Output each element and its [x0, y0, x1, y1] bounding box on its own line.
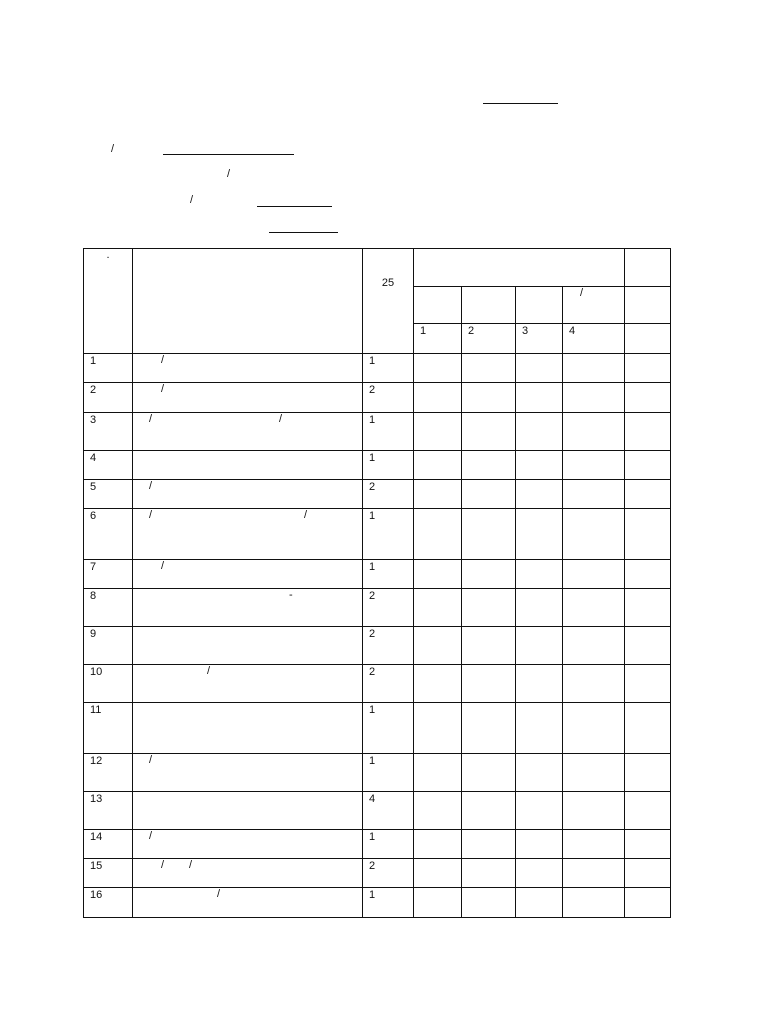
- row-points-cell: [363, 560, 414, 589]
- row-points: 1: [369, 452, 376, 464]
- row-number: 3: [90, 414, 97, 426]
- row-criteria-mark: -: [289, 589, 293, 601]
- row-total-cell[interactable]: [625, 509, 671, 560]
- row-rating-cell-3[interactable]: [516, 703, 563, 754]
- row-number: 7: [90, 561, 97, 573]
- row-rating-cell-1[interactable]: [414, 859, 462, 888]
- header-level-4: [563, 324, 625, 354]
- row-rating-cell-2[interactable]: [462, 589, 516, 627]
- row-rating-cell-4[interactable]: [563, 703, 625, 754]
- header-level-1: [414, 324, 462, 354]
- row-total-cell[interactable]: [625, 627, 671, 665]
- row-rating-cell-1[interactable]: [414, 792, 462, 830]
- row-points-cell: [363, 754, 414, 792]
- number-header-mark: .: [106, 249, 110, 261]
- row-criteria-mark: /: [161, 560, 165, 572]
- table-row: [84, 383, 671, 413]
- row-total-cell[interactable]: [625, 830, 671, 859]
- row-points: 2: [369, 860, 376, 872]
- row-number-cell: [84, 859, 133, 888]
- row-number: 6: [90, 510, 97, 522]
- row-number: 13: [90, 793, 103, 805]
- row-rating-cell-4[interactable]: [563, 627, 625, 665]
- table-row: [84, 703, 671, 754]
- row-criteria-mark: /: [149, 480, 153, 492]
- table-row: [84, 859, 671, 888]
- header-sub-slash: /: [580, 287, 584, 299]
- row-criteria-cell: [133, 665, 363, 703]
- row-number-cell: [84, 480, 133, 509]
- row-total-cell[interactable]: [625, 888, 671, 918]
- row-rating-cell-4[interactable]: [563, 383, 625, 413]
- row-rating-cell-4[interactable]: [563, 451, 625, 480]
- row-points-cell: [363, 480, 414, 509]
- row-rating-cell-1[interactable]: [414, 589, 462, 627]
- row-points-cell: [363, 589, 414, 627]
- row-criteria-cell: [133, 792, 363, 830]
- table-row: [84, 413, 671, 451]
- row-total-cell[interactable]: [625, 589, 671, 627]
- row-rating-cell-2[interactable]: [462, 888, 516, 918]
- header-level-total: [625, 324, 671, 354]
- row-total-cell[interactable]: [625, 754, 671, 792]
- row-total-cell[interactable]: [625, 703, 671, 754]
- row-criteria-mark: /: [149, 754, 153, 766]
- row-criteria-cell: [133, 413, 363, 451]
- row-criteria-cell: [133, 480, 363, 509]
- header-number-cell: [84, 249, 133, 354]
- row-points: 1: [369, 755, 376, 767]
- row-rating-cell-3[interactable]: [516, 627, 563, 665]
- row-rating-cell-4[interactable]: [563, 509, 625, 560]
- row-number: 8: [90, 590, 97, 602]
- table-row: [84, 830, 671, 859]
- row-rating-cell-3[interactable]: [516, 792, 563, 830]
- row-rating-cell-1[interactable]: [414, 354, 462, 383]
- header-slash-3: /: [190, 194, 194, 206]
- row-total-cell[interactable]: [625, 859, 671, 888]
- row-total-cell[interactable]: [625, 383, 671, 413]
- table-row: [84, 589, 671, 627]
- row-criteria-cell: [133, 451, 363, 480]
- row-points: 2: [369, 628, 376, 640]
- row-points: 1: [369, 831, 376, 843]
- row-points-cell: [363, 509, 414, 560]
- row-criteria-mark: /: [149, 413, 153, 425]
- row-rating-cell-4[interactable]: [563, 830, 625, 859]
- row-number-cell: [84, 888, 133, 918]
- row-rating-cell-1[interactable]: [414, 560, 462, 589]
- row-number: 9: [90, 628, 97, 640]
- row-criteria-cell: [133, 830, 363, 859]
- level-label-1: 1: [420, 325, 427, 337]
- row-rating-cell-3[interactable]: [516, 859, 563, 888]
- row-criteria-cell: [133, 383, 363, 413]
- row-criteria-mark: /: [149, 830, 153, 842]
- row-points-cell: [363, 665, 414, 703]
- row-rating-cell-2[interactable]: [462, 509, 516, 560]
- row-points-cell: [363, 859, 414, 888]
- row-number-cell: [84, 627, 133, 665]
- row-number: 12: [90, 755, 103, 767]
- table-row: [84, 627, 671, 665]
- row-rating-cell-2[interactable]: [462, 792, 516, 830]
- row-total-cell[interactable]: [625, 451, 671, 480]
- row-points: 1: [369, 889, 376, 901]
- row-criteria-cell: [133, 589, 363, 627]
- header-sub-cell-1: [414, 287, 462, 324]
- row-rating-cell-4[interactable]: [563, 792, 625, 830]
- header-criteria-cell: [133, 249, 363, 354]
- row-rating-cell-4[interactable]: [563, 589, 625, 627]
- row-rating-cell-2[interactable]: [462, 859, 516, 888]
- header-slash-1: /: [111, 143, 115, 155]
- row-rating-cell-1[interactable]: [414, 754, 462, 792]
- header-rating-group-cell: [414, 249, 625, 287]
- row-rating-cell-2[interactable]: [462, 627, 516, 665]
- row-criteria-mark: /: [217, 888, 221, 900]
- row-rating-cell-2[interactable]: [462, 451, 516, 480]
- row-number: 2: [90, 384, 97, 396]
- row-criteria-mark: /: [161, 354, 165, 366]
- row-rating-cell-2[interactable]: [462, 754, 516, 792]
- table-row: [84, 792, 671, 830]
- row-criteria-mark: /: [149, 509, 153, 521]
- row-points: 1: [369, 355, 376, 367]
- row-number: 11: [90, 704, 102, 716]
- table-row: [84, 888, 671, 918]
- row-number: 16: [90, 889, 103, 901]
- row-criteria-cell: [133, 560, 363, 589]
- header-sub-cell-5: [625, 287, 671, 324]
- table-row: [84, 560, 671, 589]
- table-row: [84, 509, 671, 560]
- row-criteria-mark: /: [161, 383, 165, 395]
- row-points-cell: [363, 413, 414, 451]
- table-row: [84, 354, 671, 383]
- row-rating-cell-1[interactable]: [414, 830, 462, 859]
- row-number-cell: [84, 754, 133, 792]
- row-total-cell[interactable]: [625, 665, 671, 703]
- table-row: [84, 754, 671, 792]
- row-rating-cell-1[interactable]: [414, 451, 462, 480]
- header-sub-cell-3: [516, 287, 563, 324]
- row-rating-cell-2[interactable]: [462, 383, 516, 413]
- row-rating-cell-2[interactable]: [462, 480, 516, 509]
- row-rating-cell-2[interactable]: [462, 703, 516, 754]
- header-total-cell: [625, 249, 671, 287]
- header-sub-cell-4: [563, 287, 625, 324]
- row-criteria-mark: /: [207, 665, 211, 677]
- date-blank[interactable]: [483, 103, 558, 104]
- row-points: 2: [369, 590, 376, 602]
- field-blank-1[interactable]: [257, 206, 332, 207]
- row-criteria-mark: /: [189, 859, 193, 871]
- row-points-cell: [363, 451, 414, 480]
- row-rating-cell-1[interactable]: [414, 703, 462, 754]
- row-rating-cell-4[interactable]: [563, 888, 625, 918]
- row-number: 4: [90, 452, 97, 464]
- row-rating-cell-3[interactable]: [516, 665, 563, 703]
- header-slash-2: /: [227, 168, 231, 180]
- row-rating-cell-2[interactable]: [462, 354, 516, 383]
- table-row: [84, 665, 671, 703]
- assessment-table: [83, 248, 671, 918]
- row-rating-cell-2[interactable]: [462, 830, 516, 859]
- row-rating-cell-3[interactable]: [516, 451, 563, 480]
- row-total-cell[interactable]: [625, 792, 671, 830]
- row-criteria-mark: /: [304, 509, 308, 521]
- row-points: 1: [369, 510, 376, 522]
- row-rating-cell-4[interactable]: [563, 560, 625, 589]
- row-points-cell: [363, 627, 414, 665]
- header-points-cell: [363, 249, 414, 354]
- row-criteria-cell: [133, 354, 363, 383]
- row-rating-cell-1[interactable]: [414, 480, 462, 509]
- row-number-cell: [84, 354, 133, 383]
- row-criteria-cell: [133, 859, 363, 888]
- row-criteria-cell: [133, 703, 363, 754]
- row-number-cell: [84, 413, 133, 451]
- row-rating-cell-4[interactable]: [563, 859, 625, 888]
- row-criteria-cell: [133, 509, 363, 560]
- row-rating-cell-3[interactable]: [516, 480, 563, 509]
- level-label-4: 4: [569, 325, 576, 337]
- row-points-cell: [363, 354, 414, 383]
- row-number-cell: [84, 383, 133, 413]
- row-points: 1: [369, 704, 376, 716]
- row-number-cell: [84, 509, 133, 560]
- row-total-cell[interactable]: [625, 354, 671, 383]
- row-points-cell: [363, 830, 414, 859]
- row-rating-cell-3[interactable]: [516, 383, 563, 413]
- row-number: 15: [90, 860, 103, 872]
- row-points: 4: [369, 793, 376, 805]
- table-row: [84, 451, 671, 480]
- row-total-cell[interactable]: [625, 480, 671, 509]
- row-points: 2: [369, 666, 376, 678]
- row-criteria-cell: [133, 627, 363, 665]
- row-rating-cell-1[interactable]: [414, 627, 462, 665]
- row-rating-cell-3[interactable]: [516, 888, 563, 918]
- row-number-cell: [84, 665, 133, 703]
- row-rating-cell-1[interactable]: [414, 383, 462, 413]
- row-rating-cell-1[interactable]: [414, 509, 462, 560]
- row-rating-cell-3[interactable]: [516, 830, 563, 859]
- row-rating-cell-4[interactable]: [563, 665, 625, 703]
- row-number: 5: [90, 481, 97, 493]
- row-points-cell: [363, 792, 414, 830]
- row-total-cell[interactable]: [625, 560, 671, 589]
- row-number: 1: [90, 355, 97, 367]
- row-rating-cell-2[interactable]: [462, 560, 516, 589]
- field-blank-2[interactable]: [269, 232, 338, 233]
- row-number-cell: [84, 451, 133, 480]
- row-number-cell: [84, 703, 133, 754]
- row-number-cell: [84, 560, 133, 589]
- row-rating-cell-3[interactable]: [516, 589, 563, 627]
- row-rating-cell-1[interactable]: [414, 665, 462, 703]
- row-points-cell: [363, 888, 414, 918]
- row-rating-cell-1[interactable]: [414, 888, 462, 918]
- level-label-3: 3: [522, 325, 529, 337]
- header-level-3: [516, 324, 563, 354]
- row-points: 1: [369, 561, 376, 573]
- row-rating-cell-4[interactable]: [563, 354, 625, 383]
- row-total-cell[interactable]: [625, 413, 671, 451]
- row-criteria-cell: [133, 754, 363, 792]
- header-level-2: [462, 324, 516, 354]
- row-points-cell: [363, 703, 414, 754]
- row-rating-cell-4[interactable]: [563, 413, 625, 451]
- row-number-cell: [84, 830, 133, 859]
- row-criteria-cell: [133, 888, 363, 918]
- row-number-cell: [84, 589, 133, 627]
- row-rating-cell-3[interactable]: [516, 754, 563, 792]
- row-number: 10: [90, 666, 103, 678]
- row-number-cell: [84, 792, 133, 830]
- row-number: 14: [90, 831, 103, 843]
- row-rating-cell-2[interactable]: [462, 413, 516, 451]
- row-criteria-mark: /: [161, 859, 165, 871]
- row-points: 1: [369, 414, 376, 426]
- row-rating-cell-3[interactable]: [516, 560, 563, 589]
- row-rating-cell-4[interactable]: [563, 480, 625, 509]
- name-blank[interactable]: [163, 154, 294, 155]
- level-label-2: 2: [468, 325, 475, 337]
- max-points-header: 25: [381, 277, 395, 289]
- row-rating-cell-3[interactable]: [516, 509, 563, 560]
- header-sub-cell-2: [462, 287, 516, 324]
- row-rating-cell-3[interactable]: [516, 354, 563, 383]
- row-rating-cell-3[interactable]: [516, 413, 563, 451]
- row-points-cell: [363, 383, 414, 413]
- row-points: 2: [369, 384, 376, 396]
- table-row: [84, 480, 671, 509]
- row-points: 2: [369, 481, 376, 493]
- row-criteria-mark: /: [279, 413, 283, 425]
- row-rating-cell-4[interactable]: [563, 754, 625, 792]
- row-rating-cell-2[interactable]: [462, 665, 516, 703]
- row-rating-cell-1[interactable]: [414, 413, 462, 451]
